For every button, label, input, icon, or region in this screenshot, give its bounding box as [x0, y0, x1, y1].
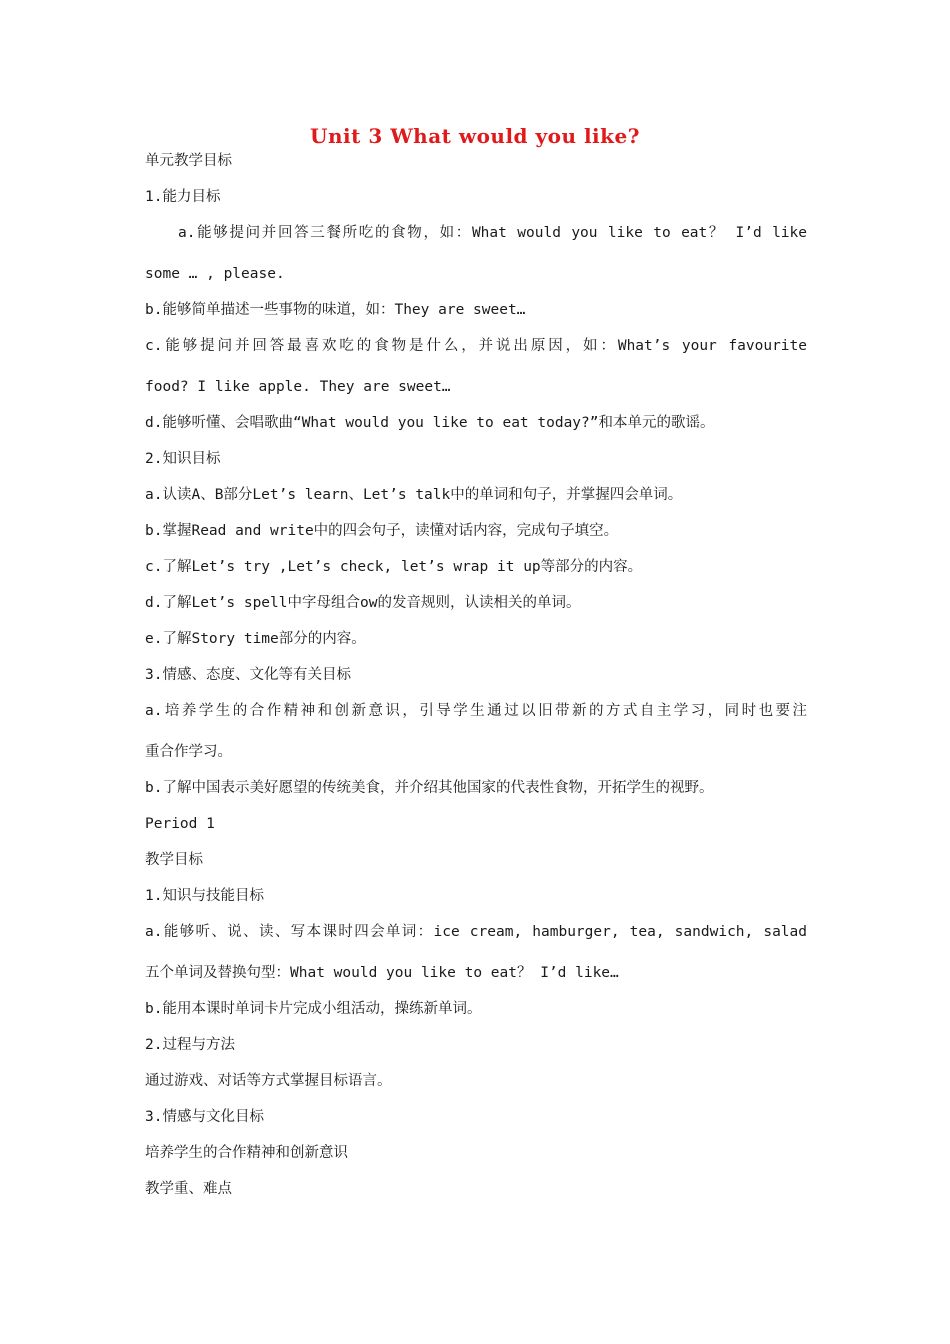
paragraph-line: d.能够听懂、会唱歌曲“What would you like to eat today?”和本单元的歌谣。 — [145, 415, 715, 431]
section-heading-unit-goals: 单元教学目标 — [145, 153, 232, 169]
document-title: Unit 3 What would you like? — [310, 124, 640, 148]
section-heading-teaching-goals: 教学目标 — [145, 852, 203, 868]
subheading-emotion-goals: 3.情感、态度、文化等有关目标 — [145, 667, 351, 683]
paragraph-line: e.了解Story time部分的内容。 — [145, 631, 366, 647]
paragraph-line: b.掌握Read and write中的四会句子，读懂对话内容，完成句子填空。 — [145, 523, 619, 539]
paragraph-line: 重合作学习。 — [145, 744, 232, 760]
paragraph-line: b.能用本课时单词卡片完成小组活动，操练新单词。 — [145, 1001, 482, 1017]
paragraph-line: a.认读A、B部分Let’s learn、Let’s talk中的单词和句子，并掌握四会单词。 — [145, 487, 683, 503]
paragraph-line: 五个单词及替换句型：What would you like to eat？ I’d like… — [145, 965, 619, 981]
paragraph-line: a.能够提问并回答三餐所吃的食物，如：What would you like to eat？ I’d like — [178, 225, 807, 241]
subheading-emotion-culture: 3.情感与文化目标 — [145, 1109, 264, 1125]
paragraph-line: a.培养学生的合作精神和创新意识，引导学生通过以旧带新的方式自主学习，同时也要注 — [145, 703, 807, 719]
paragraph-line: d.了解Let’s spell中字母组合ow的发音规则，认读相关的单词。 — [145, 595, 581, 611]
subheading-knowledge-skill-goals: 1.知识与技能目标 — [145, 888, 264, 904]
section-heading-key-points: 教学重、难点 — [145, 1181, 232, 1197]
paragraph-line: some … , please. — [145, 266, 285, 282]
paragraph-line: c.能够提问并回答最喜欢吃的食物是什么，并说出原因，如：What’s your favourite — [145, 338, 807, 354]
subheading-knowledge-goals: 2.知识目标 — [145, 451, 221, 467]
subheading-process-method: 2.过程与方法 — [145, 1037, 235, 1053]
paragraph-line: a.能够听、说、读、写本课时四会单词：ice cream, hamburger, tea, sandwich, salad — [145, 924, 807, 940]
paragraph-line: food? I like apple. They are sweet… — [145, 379, 451, 395]
paragraph-line: b.能够简单描述一些事物的味道，如：They are sweet… — [145, 302, 526, 318]
paragraph-line: b.了解中国表示美好愿望的传统美食，并介绍其他国家的代表性食物，开拓学生的视野。 — [145, 780, 714, 796]
paragraph-line: 培养学生的合作精神和创新意识 — [145, 1145, 348, 1161]
section-heading-period: Period 1 — [145, 816, 215, 832]
paragraph-line: 通过游戏、对话等方式掌握目标语言。 — [145, 1073, 392, 1089]
subheading-ability-goals: 1.能力目标 — [145, 189, 221, 205]
paragraph-line: c.了解Let’s try ,Let’s check, let’s wrap it up等部分的内容。 — [145, 559, 643, 575]
